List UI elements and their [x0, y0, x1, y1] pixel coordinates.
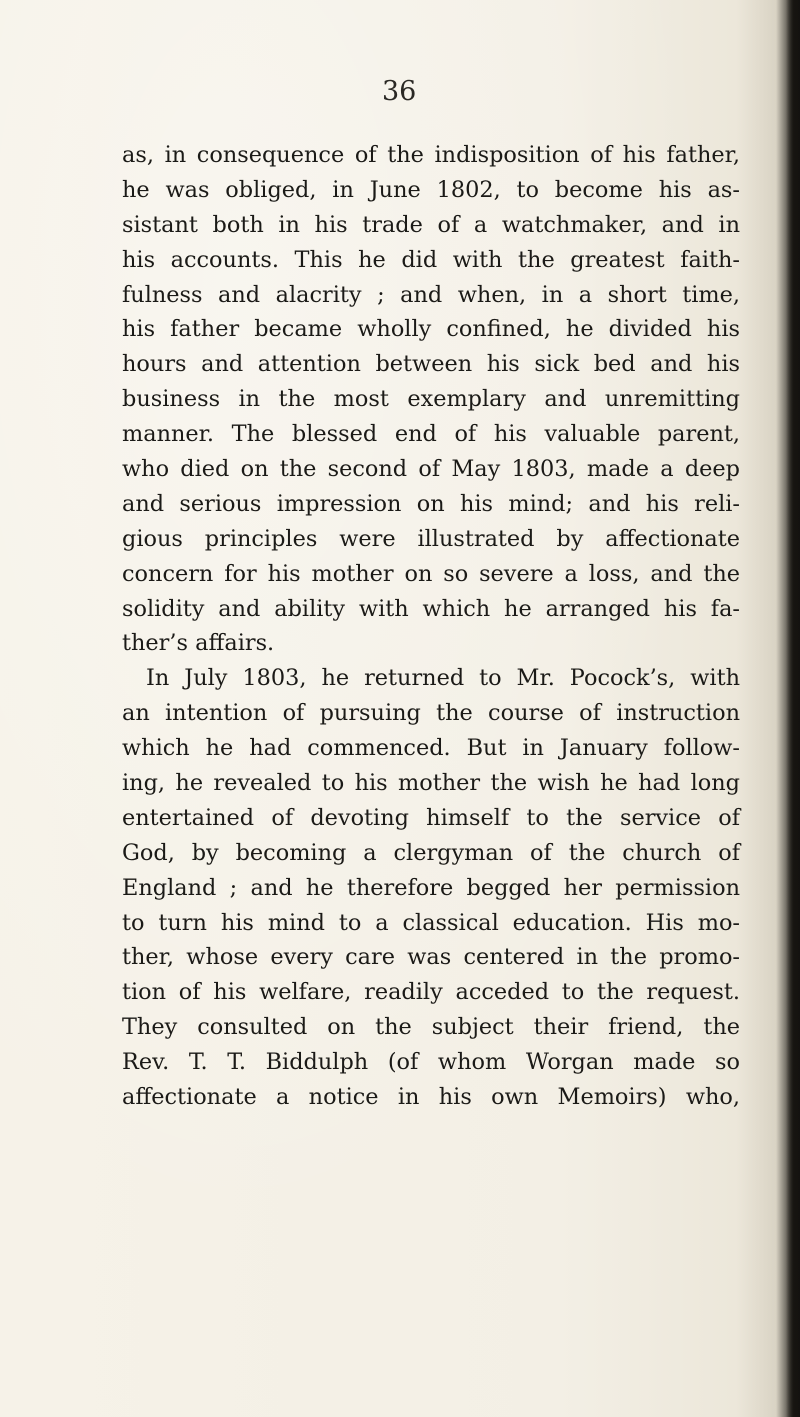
text-line: manner. The blessed end of his valuable parent,: [122, 421, 740, 448]
text-line: God, by becoming a clergyman of the church of: [122, 839, 740, 866]
text-line: In July 1803, he returned to Mr. Pocock’s, with: [146, 665, 740, 692]
text-line: hours and attention between his sick bed and his: [122, 351, 740, 378]
page-edge-shadow: [786, 0, 800, 1417]
text-line: gious principles were illustrated by affectionate: [122, 525, 740, 552]
text-line: sistant both in his trade of a watchmaker, and in: [122, 211, 740, 238]
text-line: to turn his mind to a classical education. His mo-: [122, 909, 740, 936]
text-line: ther’s affairs.: [122, 630, 275, 657]
text-line: his father became wholly confined, he divided his: [122, 316, 740, 343]
text-line: entertained of devoting himself to the service of: [122, 804, 740, 831]
text-line: ther, whose every care was centered in the promo-: [122, 944, 740, 971]
text-line: who died on the second of May 1803, made a deep: [122, 456, 740, 483]
page-number: 36: [382, 76, 417, 107]
text-line: his accounts. This he did with the greatest faith-: [122, 246, 740, 273]
text-line: affectionate a notice in his own Memoirs) who,: [122, 1084, 740, 1111]
body-text: [122, 138, 740, 1115]
text-line: Rev. T. T. Biddulph (of whom Worgan made so: [122, 1049, 740, 1076]
text-line: an intention of pursuing the course of instruction: [122, 700, 740, 727]
text-line: England ; and he therefore begged her permission: [122, 874, 740, 901]
text-line: They consulted on the subject their friend, the: [122, 1014, 740, 1041]
text-line: and serious impression on his mind; and his reli-: [122, 490, 740, 517]
text-line: solidity and ability with which he arranged his fa-: [122, 595, 740, 622]
text-line: tion of his welfare, readily acceded to the request.: [122, 979, 740, 1006]
text-line: concern for his mother on so severe a loss, and the: [122, 560, 740, 587]
text-line: which he had commenced. But in January follow-: [122, 735, 740, 762]
text-line: fulness and alacrity ; and when, in a short time,: [122, 281, 740, 308]
text-line: ing, he revealed to his mother the wish he had long: [122, 770, 740, 797]
text-line: business in the most exemplary and unremitting: [122, 386, 740, 413]
text-line: as, in consequence of the indisposition of his father,: [122, 142, 740, 168]
text-line: he was obliged, in June 1802, to become his as-: [122, 176, 740, 203]
